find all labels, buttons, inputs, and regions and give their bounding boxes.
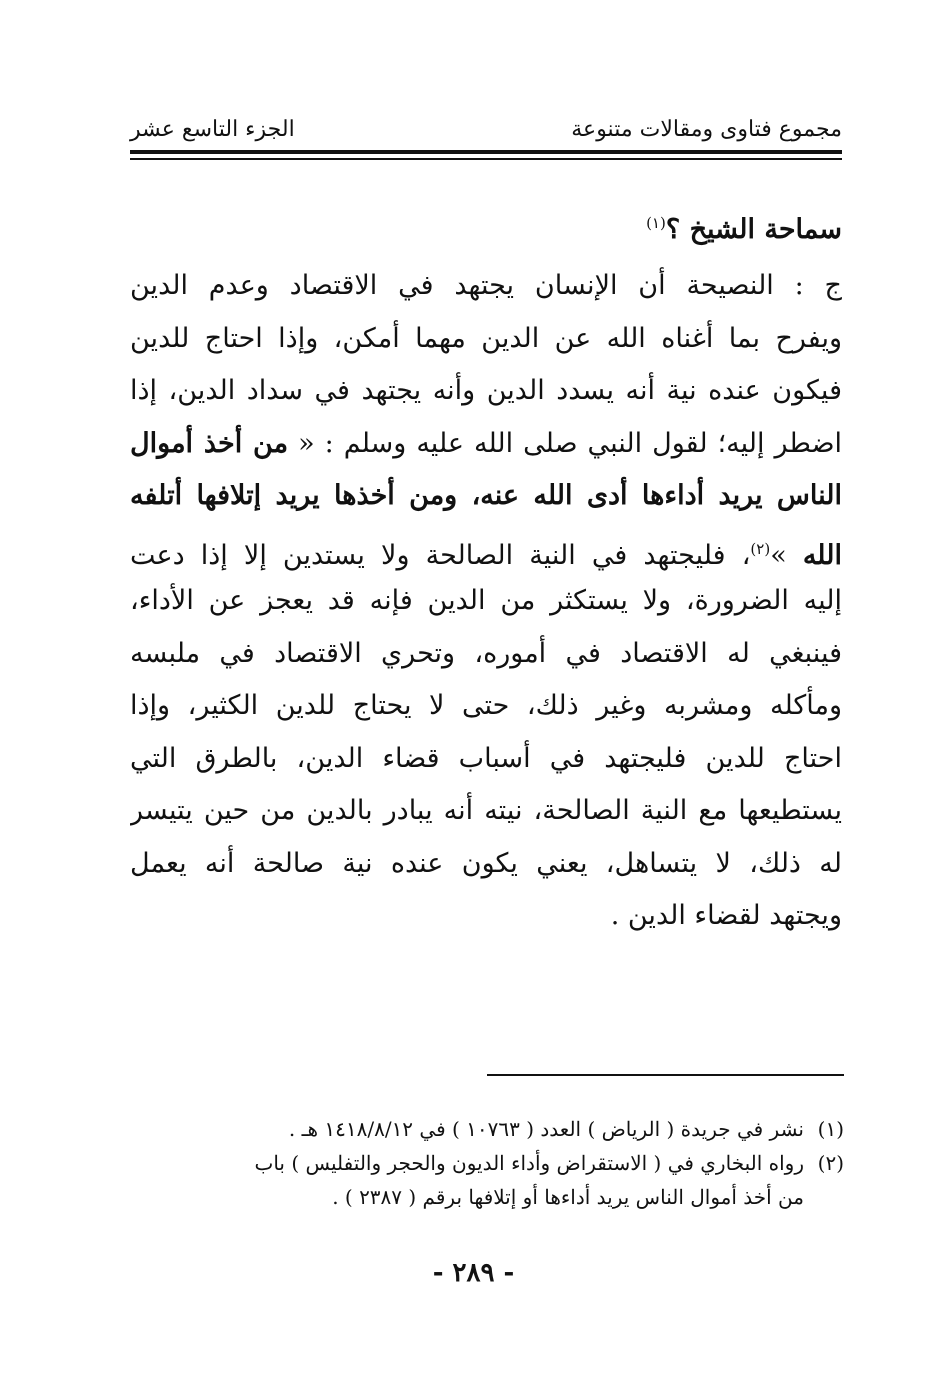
answer-line: ج : النصيحة أن الإنسان يجتهد في الاقتصاد وعدم الدين xyxy=(130,270,842,301)
answer-line: ومأكله ومشربه وغير ذلك، حتى لا يحتاج للدين الكثير، وإذا xyxy=(130,690,842,721)
header-rule-thick xyxy=(130,150,842,154)
answer-line: احتاج للدين فليجتهد في أسباب قضاء الدين، بالطرق التي xyxy=(130,742,842,774)
answer-line-text: ، فليجتهد في النية الصالحة ولا يستدين إلا إذا دعت xyxy=(130,539,751,571)
answer-line: فينبغي له الاقتصاد في أموره، وتحري الاقتصاد في ملبسه xyxy=(130,637,842,669)
question-footnote-ref: (١) xyxy=(646,214,666,232)
answer-line: ويفرح بما أغناه الله عن الدين مهما أمكن، وإذا احتاج للدين xyxy=(130,322,842,354)
footnote-item xyxy=(130,1112,844,1146)
answer-line: ويجتهد لقضاء الدين . xyxy=(610,900,842,931)
answer-line: يستطيعها مع النية الصالحة، نيته أنه يبادر بالدين من حين يتيسر xyxy=(130,795,842,826)
answer-line-text: اضطر إليه؛ لقول النبي صلى الله عليه وسلم : « xyxy=(288,427,842,459)
hadith-text: الله xyxy=(802,539,842,571)
hadith-text: الناس يريد أداءها أدى الله عنه، ومن أخذها يريد إتلافها أتلفه xyxy=(130,480,842,511)
footnote-text xyxy=(130,1146,804,1214)
footnote-separator xyxy=(487,1074,844,1076)
footnote-text xyxy=(130,1112,804,1146)
volume-label: الجزء التاسع عشر xyxy=(130,116,295,142)
footnote-number: (١) xyxy=(817,1117,844,1141)
footnote-number: (٢) xyxy=(817,1151,844,1175)
hadith-text: من أخذ أموال xyxy=(130,427,289,459)
answer-line: فيكون عنده نية أنه يسدد الدين وأنه يجتهد في سداد الدين، إذا xyxy=(130,375,842,406)
footnote-item xyxy=(130,1146,844,1214)
footnote-line: رواه البخاري في ( الاستقراض وأداء الديون والحجر والتفليس ) باب xyxy=(254,1151,804,1175)
running-header xyxy=(130,112,842,146)
answer-line xyxy=(130,470,842,523)
question-heading xyxy=(130,198,842,255)
answer-line: له ذلك، لا يتساهل، يعني يكون عنده نية صالحة أنه يعمل xyxy=(130,847,842,879)
footnotes xyxy=(130,1112,844,1214)
footnote-line: نشر في جريدة ( الرياض ) العدد ( ١٠٧٦٣ ) في ١٤١٨/٨/١٢ هـ . xyxy=(288,1117,804,1141)
footnote-line: من أخذ أموال الناس يريد أداءها أو إتلافها برقم ( ٢٣٨٧ ) . xyxy=(332,1185,804,1209)
answer-body xyxy=(130,260,842,943)
book-title: مجموع فتاوى ومقالات متنوعة xyxy=(571,116,842,142)
answer-line xyxy=(130,523,842,576)
hadith-footnote-ref: (٢) xyxy=(750,539,771,558)
answer-line xyxy=(130,418,842,471)
question-text: سماحة الشيخ ؟ xyxy=(665,214,842,245)
hadith-close: » xyxy=(770,539,803,571)
answer-line: إليه الضرورة، ولا يستكثر من الدين فإنه قد يعجز عن الأداء، xyxy=(130,585,842,616)
page-number: - ٢٨٩ - xyxy=(432,1258,515,1288)
header-rule-thin xyxy=(130,158,842,160)
